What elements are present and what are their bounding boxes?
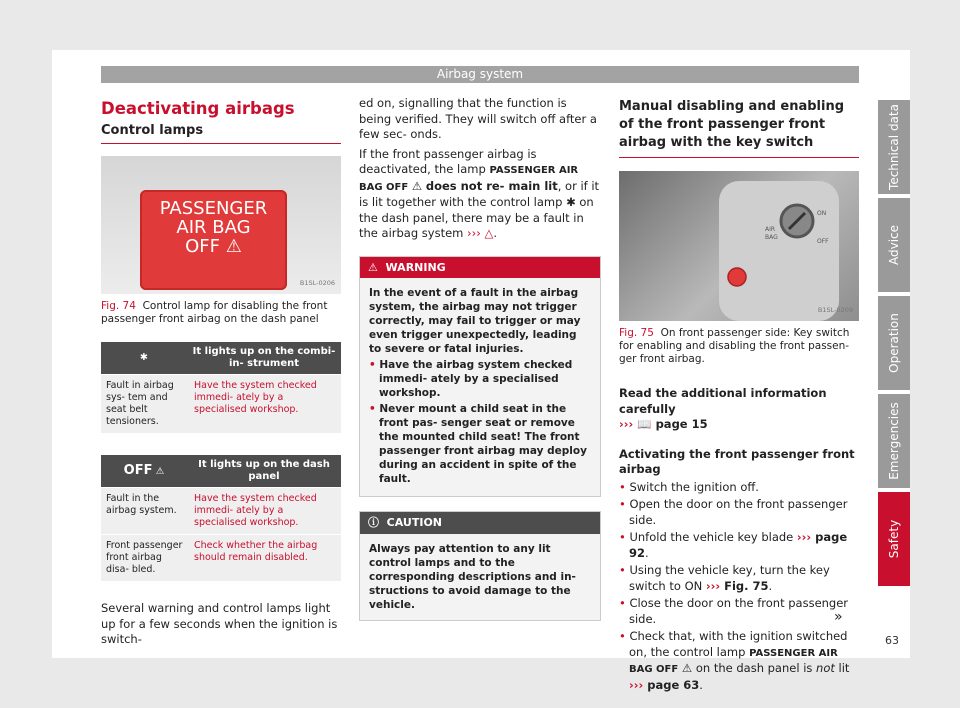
figure-control-lamp [101, 156, 341, 294]
tab-advice[interactable]: Advice [878, 198, 910, 292]
airbag-child-icon: ⚠ [681, 661, 693, 675]
label-bag: BAG [765, 234, 778, 241]
page-link[interactable]: page 92 [629, 530, 848, 560]
info-circle-icon: ⓘ [368, 516, 379, 529]
table-header [101, 455, 341, 487]
tab-technical-data[interactable]: Technical data [878, 100, 910, 194]
list-item: • Switch the ignition off. [619, 479, 759, 494]
figure-key-switch [619, 171, 859, 321]
inline-lamp-label: PASSENGER AIR BAG OFF [359, 165, 579, 193]
figure-code: B1SL-0206 [299, 278, 335, 287]
airbag-off-icon: OFF ⚠ [123, 462, 165, 478]
table-header [101, 342, 341, 374]
page-number: 63 [885, 634, 899, 647]
list-item: • Using the vehicle key, turn the key switch to ON ››› Fig. 75. [619, 563, 830, 593]
label-air: AIR [765, 226, 776, 233]
list-item: • Close the door on the front passenger side. [619, 596, 849, 626]
warning-header: ⚠ WARNING [360, 257, 600, 279]
page-link[interactable]: page 63 [647, 677, 700, 692]
figure-caption [101, 300, 341, 326]
paragraph: If the front passenger airbag is deactivated, the lamp PASSENGER AIR BAG OFF ⚠ does not re- main lit, or if it is lit together with the control lamp ✱ on the dash panel, there may be a fault in the airbag system ››› △. [359, 146, 600, 240]
figure-caption [619, 327, 859, 366]
airbag-warning-icon: ✱ [566, 195, 576, 209]
table-header-text: It lights up on the dash panel [198, 459, 330, 482]
warning-triangle-icon: △ [484, 226, 494, 240]
table-cell-action: Check whether the airbag should remain disabled. [194, 540, 318, 563]
paragraph: Several warning and control lamps light up for a few seconds when the ignition is switch- [101, 601, 338, 646]
lamp-table-1 [101, 342, 341, 433]
inline-lamp-label: PASSENGER AIR BAG OFF [629, 647, 838, 675]
table-cell-condition: Fault in the airbag system. [106, 493, 177, 516]
key-switch-illustration [619, 171, 859, 321]
lamp-line-2: AIR BAG [176, 217, 251, 238]
indicator-lamp [728, 268, 746, 286]
lamp-line-1: PASSENGER [159, 198, 268, 219]
table-cell-condition: Front passenger front airbag disa- bled. [106, 540, 183, 575]
caution-header: ⓘ CAUTION [360, 512, 600, 534]
warning-intro: In the event of a fault in the airbag system, the airbag may not trigger correctly, may fail to trigger or may even trigger unexpectedly, leading to severe or fatal injuries. [369, 287, 581, 355]
airbag-child-icon: ⚠ [225, 236, 242, 257]
airbag-child-icon: ⚠ [411, 178, 423, 193]
continue-mark: » [834, 609, 843, 625]
list-item: • Never mount a child seat in the front pas- senger seat or remove the mounted child seat! The front passenger front airbag may deploy during an accident in spite of the fault. [369, 403, 587, 485]
list-item: • Unfold the vehicle key blade ››› page 92. [619, 530, 848, 560]
caption-text: On front passenger side: Key switch for enabling and disabling the front passen- ger front airbag. [619, 327, 850, 365]
cross-ref-arrow[interactable]: ››› [619, 417, 634, 431]
lamp-table-2 [101, 455, 341, 581]
table-cell-action: Have the system checked immedi- ately by a specialised workshop. [194, 493, 317, 528]
label-off: OFF [817, 238, 829, 245]
cross-ref-arrow[interactable]: ››› [467, 226, 481, 240]
figure-number: Fig. 75 [619, 327, 654, 339]
table-header-text: It lights up on the combi-in- strument [192, 346, 336, 369]
table-cell-action: Have the system checked immedi- ately by a specialised workshop. [194, 380, 317, 415]
section-title: Deactivating airbags [101, 99, 295, 118]
warning-triangle-icon: ⚠ [368, 260, 378, 274]
airbag-warning-icon: ✱ [140, 352, 148, 363]
caution-body: Always pay attention to any lit control lamps and to the corresponding descriptions and in- structions to avoid damage to the vehicle. [360, 534, 600, 620]
figure-code: B1SL-0209 [817, 305, 853, 314]
label-on: ON [817, 210, 827, 217]
list-item: • Open the door on the front passenger side. [619, 497, 848, 527]
lamp-line-3: OFF ⚠ [185, 236, 242, 257]
tab-operation[interactable]: Operation [878, 296, 910, 390]
tab-emergencies[interactable]: Emergencies [878, 394, 910, 488]
passenger-airbag-off-lamp [140, 190, 287, 290]
warning-box [359, 256, 601, 498]
table-row [101, 487, 341, 534]
column-middle [359, 96, 601, 621]
paragraph: ed on, signalling that the function is being verified. They will switch off after a few sec- onds. [359, 96, 597, 141]
list-item: • Check that, with the ignition switched on, the control lamp PASSENGER AIR BAG OFF ⚠ on the dash panel is not lit ››› page 63. [619, 629, 850, 692]
dash-panel [719, 181, 839, 321]
figure-number: Fig. 74 [101, 300, 136, 312]
read-note: Read the additional information carefully ››› 📖 page 15 [619, 386, 827, 431]
subsection-title: Control lamps [101, 123, 341, 145]
subheading: Activating the front passenger front airbag [619, 446, 855, 476]
table-row [101, 374, 341, 433]
table-cell-condition: Fault in airbag sys- tem and seat belt tensioners. [106, 380, 174, 427]
column-left [101, 96, 341, 648]
caution-box [359, 511, 601, 621]
book-icon: 📖 [637, 417, 652, 431]
figure-link[interactable]: Fig. 75 [724, 578, 769, 593]
table-row [101, 534, 341, 581]
section-header: Airbag system [101, 66, 859, 83]
tab-safety[interactable]: Safety [878, 492, 910, 586]
section-title: Manual disabling and enabling of the front passenger front airbag with the key switch [619, 98, 859, 158]
caption-text: Control lamp for disabling the front passenger front airbag on the dash panel [101, 300, 328, 325]
list-item: • Have the airbag system checked immedi- ately by a specialised workshop. [369, 359, 573, 399]
column-right [619, 96, 859, 695]
warning-body [360, 278, 600, 496]
page-link[interactable]: page 15 [655, 417, 708, 431]
